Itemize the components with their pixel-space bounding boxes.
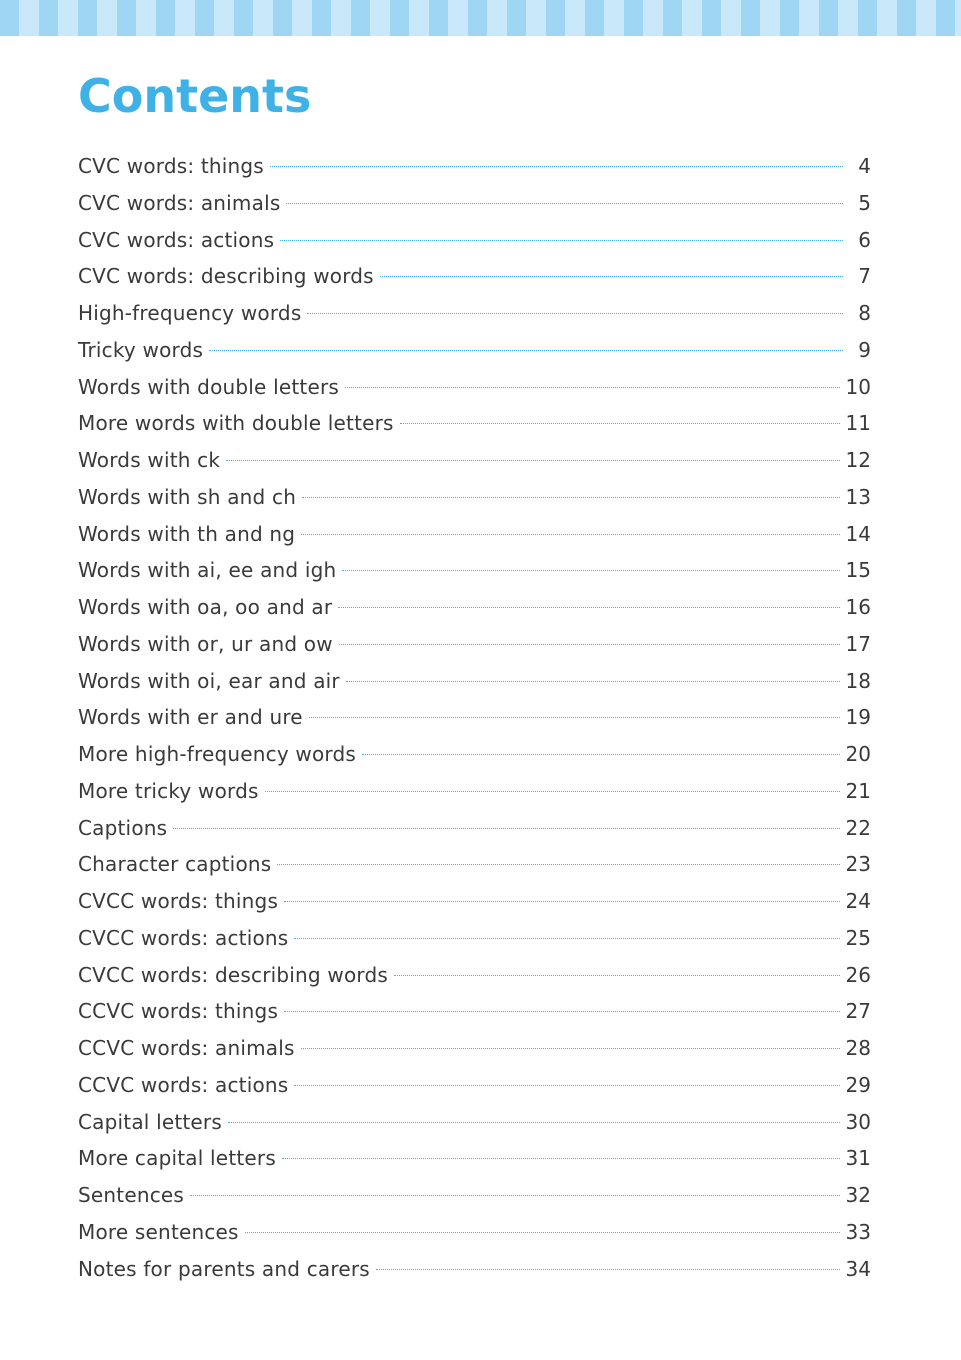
dotted-leader bbox=[307, 313, 843, 314]
toc-entry-title: More tricky words bbox=[78, 778, 259, 803]
toc-entry[interactable] bbox=[78, 810, 871, 847]
toc-entry[interactable] bbox=[78, 1104, 871, 1141]
toc-entry-page-number: 10 bbox=[845, 374, 871, 399]
dotted-leader bbox=[277, 864, 839, 865]
toc-entry-page-number: 11 bbox=[845, 411, 871, 436]
toc-entry[interactable] bbox=[78, 1214, 871, 1251]
toc-entry-title: CVCC words: things bbox=[78, 889, 279, 913]
toc-entry-page-number: 27 bbox=[845, 999, 871, 1024]
toc-entry-title: CVC words: describing words bbox=[78, 264, 374, 289]
table-of-contents bbox=[78, 148, 871, 1287]
toc-entry[interactable] bbox=[78, 1030, 871, 1067]
dotted-leader bbox=[376, 1269, 840, 1270]
dotted-leader bbox=[286, 203, 843, 204]
page-title: Contents bbox=[78, 69, 312, 123]
toc-entry-title: Words with er and ure bbox=[78, 705, 303, 730]
toc-entry-title: More capital letters bbox=[78, 1146, 276, 1171]
toc-entry[interactable] bbox=[78, 552, 871, 589]
dotted-leader bbox=[338, 607, 839, 608]
toc-entry-page-number: 20 bbox=[845, 742, 871, 766]
toc-entry-title: CVC words: things bbox=[78, 154, 264, 178]
toc-entry-page-number: 12 bbox=[845, 448, 871, 472]
dotted-leader bbox=[294, 1085, 839, 1086]
toc-entry[interactable] bbox=[78, 1140, 871, 1177]
toc-entry-title: More words with double letters bbox=[78, 411, 394, 436]
toc-entry-title: CCVC words: animals bbox=[78, 1036, 295, 1060]
toc-entry[interactable] bbox=[78, 405, 871, 442]
toc-entry-page-number: 13 bbox=[845, 484, 871, 509]
toc-entry-page-number: 5 bbox=[858, 190, 871, 215]
toc-entry[interactable] bbox=[78, 883, 871, 920]
dotted-leader bbox=[265, 791, 840, 792]
toc-entry-page-number: 9 bbox=[858, 337, 871, 362]
toc-entry-page-number: 29 bbox=[845, 1072, 871, 1097]
dotted-leader bbox=[309, 717, 840, 718]
toc-entry-title: CCVC words: actions bbox=[78, 1072, 289, 1097]
toc-entry[interactable] bbox=[78, 736, 871, 773]
toc-entry-title: Words with oa, oo and ar bbox=[78, 595, 333, 619]
toc-entry[interactable] bbox=[78, 442, 871, 479]
toc-entry-title: Words with sh and ch bbox=[78, 484, 297, 509]
toc-entry-page-number: 4 bbox=[858, 154, 871, 178]
toc-entry-page-number: 17 bbox=[845, 631, 871, 656]
toc-entry-title: Captions bbox=[78, 815, 168, 840]
toc-entry-title: Words with ck bbox=[78, 448, 221, 472]
toc-entry-title: Words with oi, ear and air bbox=[78, 668, 340, 693]
toc-entry[interactable] bbox=[78, 258, 871, 295]
toc-entry-title: Sentences bbox=[78, 1183, 185, 1207]
toc-entry[interactable] bbox=[78, 1177, 871, 1214]
toc-entry[interactable] bbox=[78, 920, 871, 957]
dotted-leader bbox=[342, 570, 839, 571]
toc-entry-page-number: 8 bbox=[858, 301, 871, 325]
toc-entry-title: Words with ai, ee and igh bbox=[78, 558, 337, 583]
toc-entry[interactable] bbox=[78, 626, 871, 663]
toc-entry[interactable] bbox=[78, 185, 871, 222]
toc-entry-title: Notes for parents and carers bbox=[78, 1256, 370, 1281]
toc-entry-page-number: 7 bbox=[858, 264, 871, 289]
toc-entry-page-number: 30 bbox=[845, 1109, 871, 1134]
toc-entry[interactable] bbox=[78, 773, 871, 810]
toc-entry[interactable] bbox=[78, 148, 871, 185]
toc-entry-title: CVCC words: actions bbox=[78, 925, 289, 950]
toc-entry-page-number: 18 bbox=[845, 668, 871, 693]
dotted-leader bbox=[394, 975, 840, 976]
toc-entry[interactable] bbox=[78, 222, 871, 259]
toc-entry-page-number: 15 bbox=[845, 558, 871, 583]
dotted-leader bbox=[284, 901, 839, 902]
toc-entry[interactable] bbox=[78, 1067, 871, 1104]
toc-entry-page-number: 16 bbox=[845, 595, 871, 619]
toc-entry[interactable] bbox=[78, 1251, 871, 1288]
toc-entry-page-number: 31 bbox=[845, 1146, 871, 1171]
toc-entry-title: Words with double letters bbox=[78, 374, 339, 399]
dotted-leader bbox=[346, 681, 840, 682]
dotted-leader bbox=[282, 1158, 840, 1159]
dotted-leader bbox=[339, 644, 840, 645]
dotted-leader bbox=[284, 1011, 839, 1012]
dotted-leader bbox=[245, 1232, 840, 1233]
toc-entry-page-number: 34 bbox=[845, 1256, 871, 1281]
toc-entry-title: Character captions bbox=[78, 852, 272, 877]
toc-entry-title: CVC words: actions bbox=[78, 227, 275, 252]
toc-entry[interactable] bbox=[78, 699, 871, 736]
decorative-stripe-band bbox=[0, 0, 961, 36]
toc-entry-page-number: 28 bbox=[845, 1036, 871, 1060]
toc-entry[interactable] bbox=[78, 295, 871, 332]
toc-entry[interactable] bbox=[78, 332, 871, 369]
toc-entry[interactable] bbox=[78, 516, 871, 553]
dotted-leader bbox=[362, 754, 840, 755]
dotted-leader bbox=[270, 166, 843, 167]
toc-entry-title: More high-frequency words bbox=[78, 742, 357, 766]
dotted-leader bbox=[228, 1122, 840, 1123]
dotted-leader bbox=[345, 387, 840, 388]
toc-entry-title: High-frequency words bbox=[78, 301, 302, 325]
toc-entry-title: CVCC words: describing words bbox=[78, 962, 388, 987]
dotted-leader bbox=[301, 1048, 840, 1049]
toc-entry[interactable] bbox=[78, 663, 871, 700]
toc-entry-page-number: 21 bbox=[845, 778, 871, 803]
toc-entry-page-number: 22 bbox=[845, 815, 871, 840]
toc-entry-title: Capital letters bbox=[78, 1109, 222, 1134]
toc-entry[interactable] bbox=[78, 957, 871, 994]
toc-entry-title: Words with th and ng bbox=[78, 521, 296, 546]
toc-entry-page-number: 32 bbox=[845, 1183, 871, 1207]
toc-entry-title: Tricky words bbox=[78, 337, 204, 362]
dotted-leader bbox=[380, 276, 843, 277]
toc-entry[interactable] bbox=[78, 993, 871, 1030]
toc-entry[interactable] bbox=[78, 369, 871, 406]
dotted-leader bbox=[209, 350, 843, 351]
dotted-leader bbox=[226, 460, 839, 461]
dotted-leader bbox=[173, 828, 839, 829]
toc-entry[interactable] bbox=[78, 589, 871, 626]
toc-entry-page-number: 33 bbox=[845, 1219, 871, 1244]
dotted-leader bbox=[302, 497, 839, 498]
dotted-leader bbox=[301, 534, 839, 535]
toc-entry-page-number: 25 bbox=[845, 925, 871, 950]
toc-entry-page-number: 14 bbox=[845, 521, 871, 546]
toc-entry-page-number: 19 bbox=[845, 705, 871, 730]
dotted-leader bbox=[400, 423, 840, 424]
toc-entry-title: Words with or, ur and ow bbox=[78, 631, 333, 656]
toc-entry[interactable] bbox=[78, 846, 871, 883]
toc-entry-title: CCVC words: things bbox=[78, 999, 279, 1024]
toc-entry[interactable] bbox=[78, 479, 871, 516]
toc-entry-page-number: 24 bbox=[845, 889, 871, 913]
toc-entry-page-number: 26 bbox=[845, 962, 871, 987]
toc-entry-page-number: 6 bbox=[858, 227, 871, 252]
dotted-leader bbox=[190, 1195, 840, 1196]
toc-entry-title: CVC words: animals bbox=[78, 190, 281, 215]
toc-entry-title: More sentences bbox=[78, 1219, 239, 1244]
dotted-leader bbox=[294, 938, 839, 939]
toc-entry-page-number: 23 bbox=[845, 852, 871, 877]
dotted-leader bbox=[280, 240, 843, 241]
